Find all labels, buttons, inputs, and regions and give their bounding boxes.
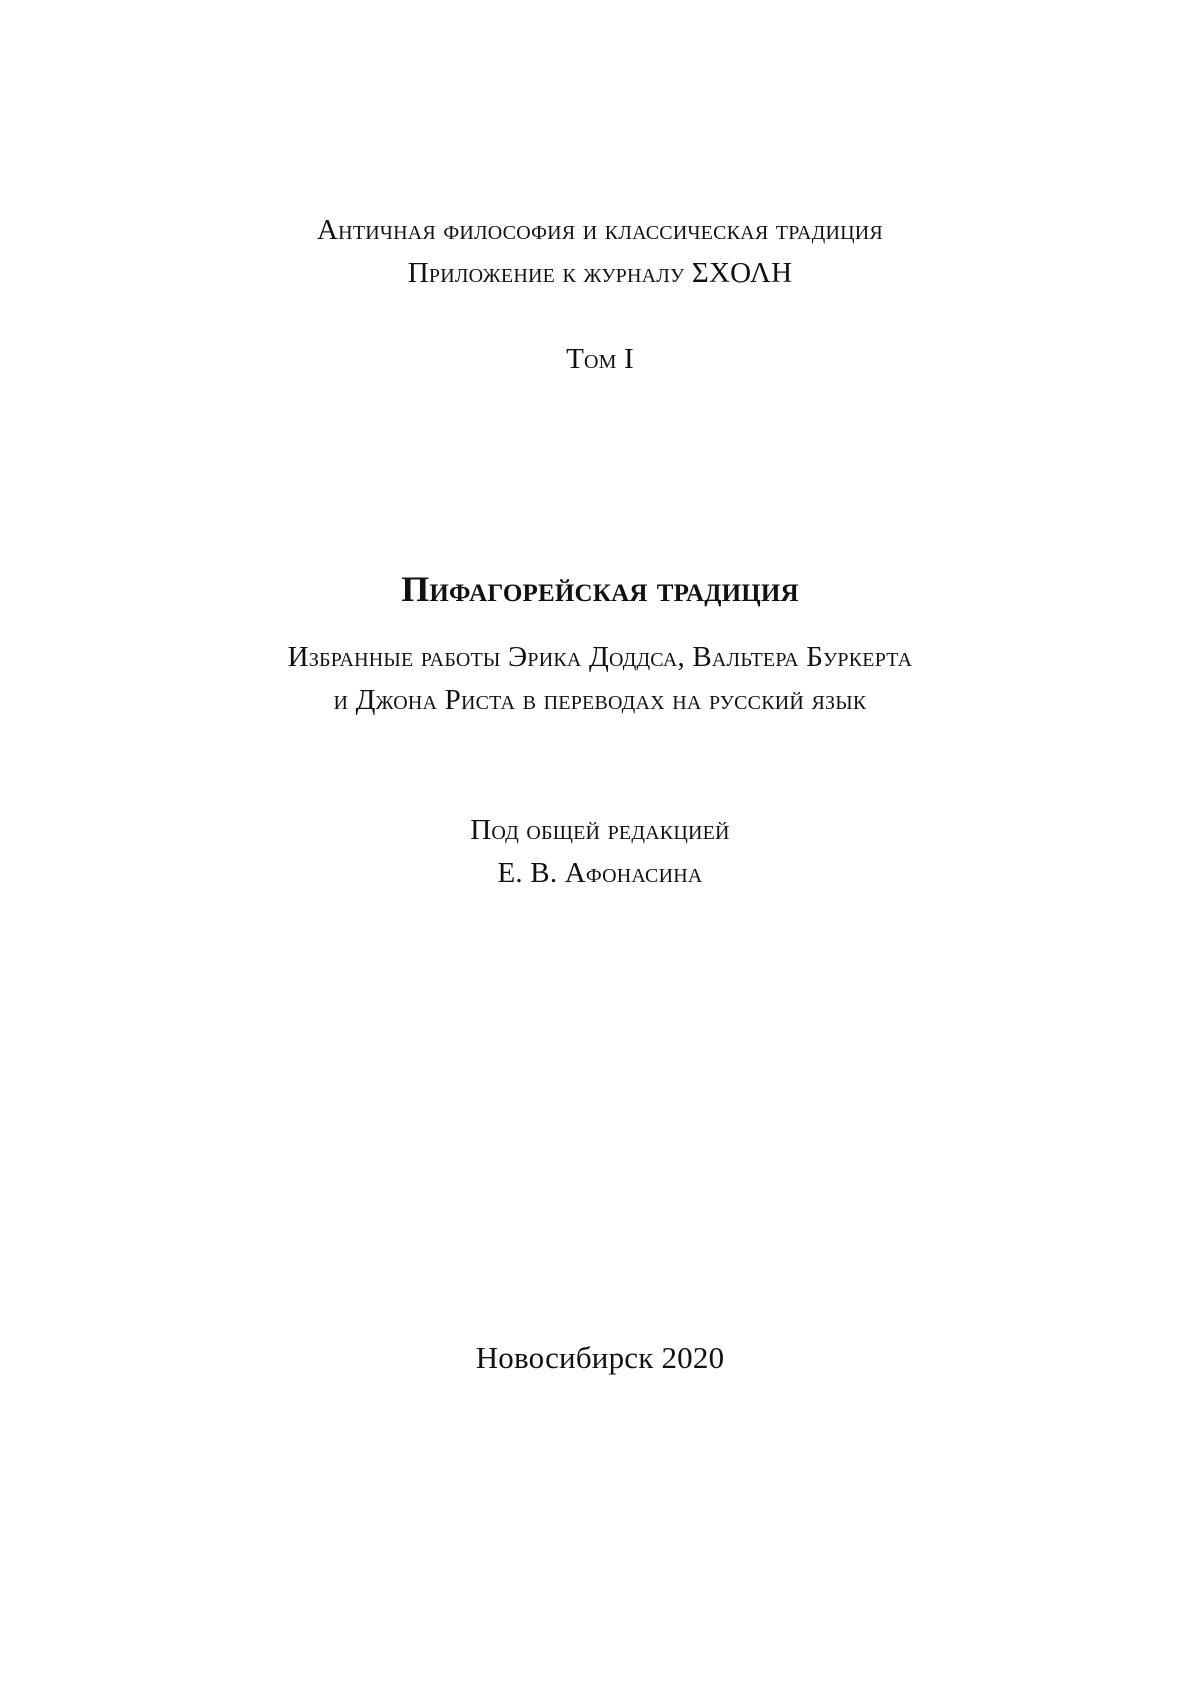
editor-name: Е. В. Афонасина	[497, 857, 703, 889]
editor-label: Под общей редакцией	[470, 814, 730, 846]
imprint-place-year: Новосибирск 2020	[475, 1340, 725, 1375]
book-title: Пифагорейская традиция	[401, 569, 799, 609]
book-subtitle-line-1: Избранные работы Эрика Доддса, Вальтера Буркерта	[287, 641, 913, 673]
series-title: Античная философия и классическая традиция	[317, 214, 883, 246]
journal-supplement: Приложение к журналу ΣΧΟΛΗ	[407, 257, 793, 289]
volume-number: Том I	[566, 343, 634, 375]
book-subtitle-line-2: и Джона Риста в переводах на русский язык	[333, 684, 867, 716]
